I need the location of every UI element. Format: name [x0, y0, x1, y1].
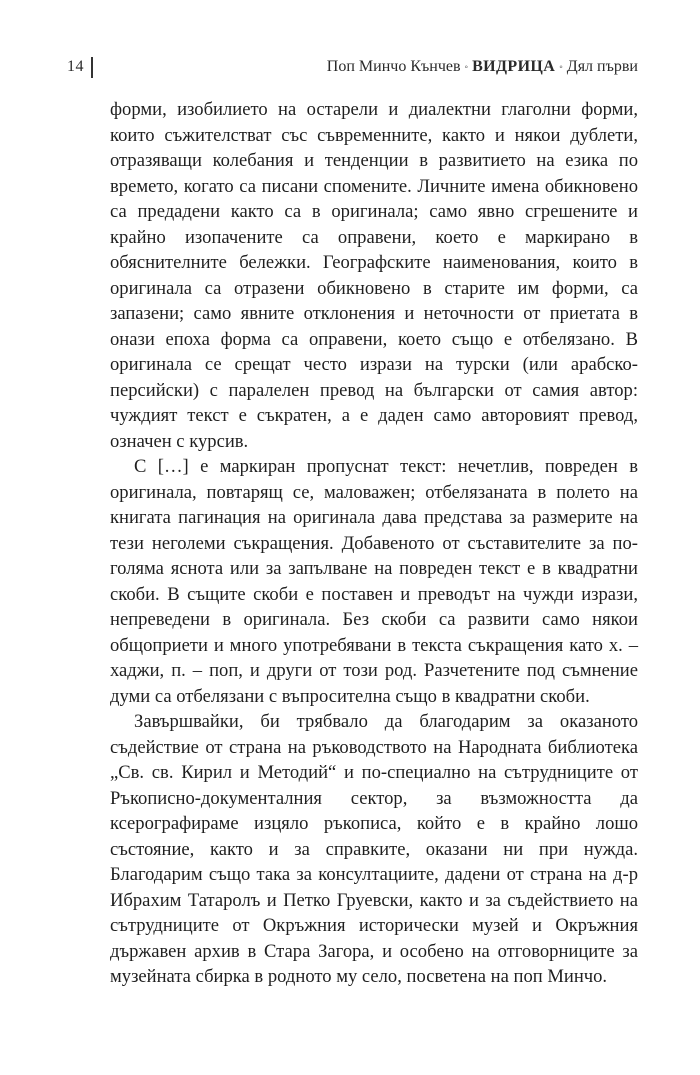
book-title: ВИДРИЦА	[472, 58, 556, 75]
page-number: 14	[67, 58, 84, 75]
separator-icon: ◦	[559, 61, 563, 73]
header-divider	[91, 57, 93, 78]
separator-icon: ◦	[464, 61, 469, 73]
page-number-block	[67, 57, 93, 78]
paragraph-3: Завършвайки, би трябвало да благодарим за оказаното съдействие от страна на ръководството на Народната библиотека „Св. св. Кирил и Методий“ и по-специално на сътрудниците от Ръкописно-документалния сектор, за възможността да ксерографираме изцяло ръкописа, който е в крайно лошо състояние, както и за справките, оказани ни при нужда. Благодарим също така за консултациите, дадени от страна на д-р Ибрахим Татаролъ и Петко Груевски, както и за съдействието на сътрудниците от Окръжния исторически музей и Окръжния държавен архив в Стара Загора, и особено на отговорниците за музейната сбирка в родното му село, посветена на поп Минчо.	[110, 711, 638, 987]
running-head	[327, 58, 638, 76]
book-author: Поп Минчо Кънчев	[326, 58, 461, 75]
running-header	[67, 55, 638, 79]
paragraph-1: форми, изобилието на остарели и диалектни глаголни форми, които съжителстват със съвременните, както и някои дублети, отразяващи колебания и тенденции в развитието на езика по времето, когато са писани спомените. Личните имена обикновено са предадени както са в оригинала; само явно сгрешените и крайно изопачените са оправени, което е маркирано в обяснителните бележки. Географските наименования, които в оригинала са отразени обикновено в старите им форми, са запазени; само явните отклонения и неточности от приетата в онази епоха форма са оправени, което също е отбелязано. В оригинала се срещат често изрази на турски (или арабско-персийски) с паралелен превод на български от самия автор: чуждият текст е съкратен, а е даден само авторовият превод, означен с курсив.	[110, 99, 638, 452]
book-part: Дял първи	[566, 58, 638, 75]
body-text	[110, 97, 638, 990]
paragraph-2: С […] е маркиран пропуснат текст: нечетлив, повреден в оригинала, повтарящ се, маловажен; отбелязаната в полето на книгата пагинация на оригинала дава представа за размерите на тези неголеми съкращения. Добавеното от съставителите за по-голяма яснота или за запълване на повреден текст е в квадратни скоби. В същите скоби е поставен и преводът на чужди изрази, непреведени в оригинала. Без скоби са развити само някои общоприети и много употребявани в текста съкращения като х. – хаджи, п. – поп, и други от този род. Разчетените под съмнение думи са отбелязани с въпросителна също в квадратни скоби.	[110, 456, 638, 707]
